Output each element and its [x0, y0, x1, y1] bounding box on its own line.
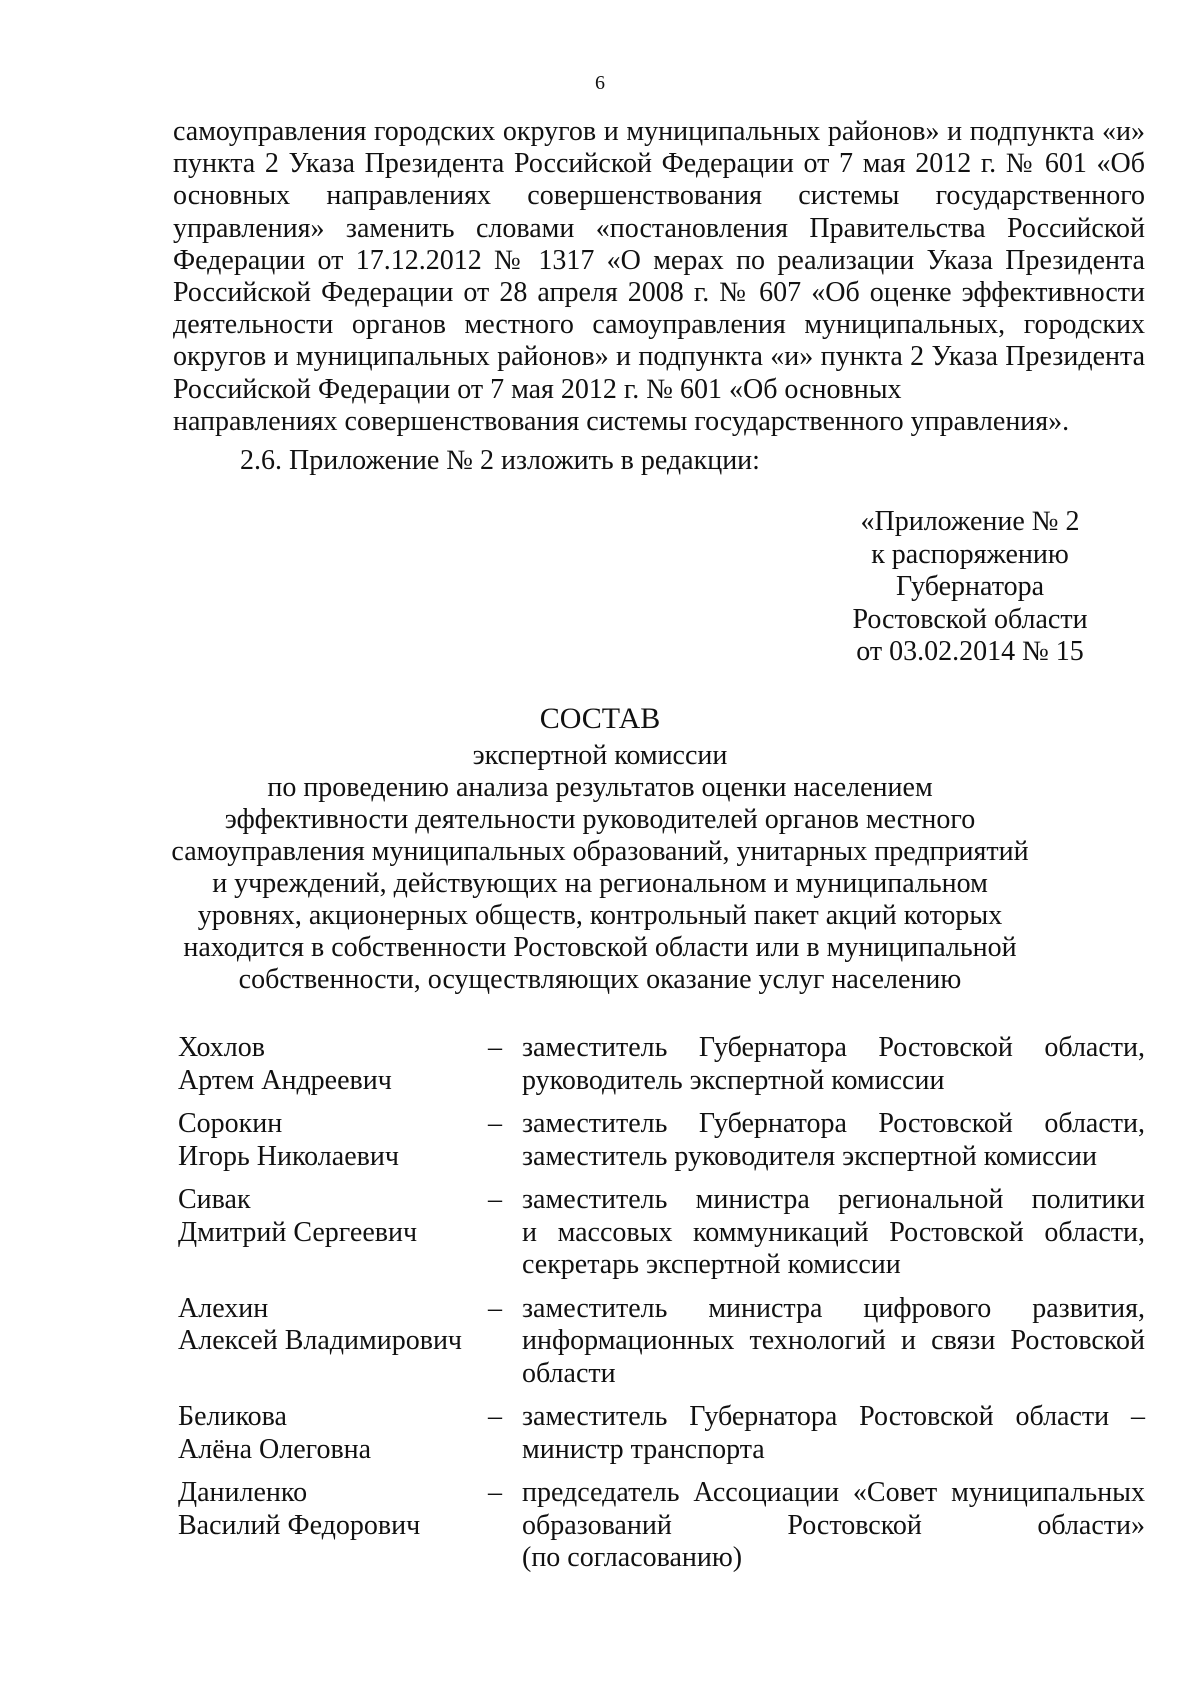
title-line: находится в собственности Ростовской области или в муниципальной	[183, 932, 1017, 963]
member-surname: Хохлов	[178, 1032, 265, 1063]
commission-title	[150, 702, 1050, 996]
appendix-line: к распоряжению	[871, 538, 1069, 570]
title-line: самоуправления муниципальных образований, унитарных предприятий	[171, 836, 1029, 867]
role-line: (по согласованию)	[522, 1542, 743, 1573]
role-line: руководитель экспертной комиссии	[522, 1064, 945, 1096]
member-given-name: Василий Федорович	[178, 1509, 421, 1541]
member-name	[178, 1293, 488, 1391]
member-given-name: Артем Андреевич	[178, 1064, 392, 1096]
title-line: собственности, осуществляющих оказание услуг населению	[238, 964, 962, 995]
member-name	[178, 1401, 488, 1466]
member-name	[178, 1108, 488, 1173]
role-line: министр транспорта	[522, 1433, 765, 1465]
member-row	[178, 1184, 1145, 1282]
page-number: 6	[595, 72, 605, 94]
member-dash: –	[488, 1184, 502, 1215]
role-line: заместитель Губернатора Ростовской области –	[522, 1401, 1145, 1432]
member-dash: –	[488, 1032, 502, 1063]
role-line: заместитель Губернатора Ростовской области,	[522, 1108, 1145, 1139]
member-given-name: Алексей Владимирович	[178, 1325, 463, 1356]
member-surname: Сивак	[178, 1184, 251, 1215]
role-line: образований Ростовской области»	[522, 1509, 1145, 1541]
title-line: эффективности деятельности руководителей органов местного	[224, 804, 976, 835]
member-surname: Сорокин	[178, 1108, 283, 1139]
member-role	[522, 1477, 1145, 1575]
role-line: заместитель министра региональной политики	[522, 1184, 1145, 1215]
member-role	[522, 1032, 1145, 1097]
member-surname: Алехин	[178, 1292, 269, 1324]
appendix-line: Губернатора	[895, 571, 1045, 602]
member-dash: –	[488, 1292, 502, 1324]
member-surname: Беликова	[178, 1401, 287, 1432]
member-given-name: Дмитрий Сергеевич	[178, 1216, 418, 1248]
member-surname: Даниленко	[178, 1477, 308, 1508]
member-row	[178, 1108, 1145, 1173]
title-heading: СОСТАВ	[539, 702, 661, 735]
title-line: уровнях, акционерных обществ, контрольный пакет акций которых	[197, 900, 1003, 931]
member-row	[178, 1293, 1145, 1391]
intro-paragraph: самоуправления городских округов и муниципальных районов» и подпункта «и» пункта 2 Указа Президента Российской Федерации от 7 мая 2012 г. № 601 «Об основных направлениях совершенствования системы государственного управления» заменить словами «постановления Правительства Российской Федерации от 17.12.2012 № 1317 «О мерах по реализации Указа Президента Российской Федерации от 28 апреля 2008 г. № 607 «Об оценке эффективности деятельности органов местного самоуправления муниципальных, городских округов и муниципальных районов» и подпункта «и» пункта 2 Указа Президента Российской Федерации от 7 мая 2012 г. № 601 «Об основных	[173, 116, 1145, 405]
role-line: заместитель руководителя экспертной комиссии	[522, 1140, 1097, 1172]
member-row	[178, 1401, 1145, 1466]
member-role	[522, 1401, 1145, 1466]
member-dash: –	[488, 1477, 502, 1508]
role-line: заместитель министра цифрового развития,	[522, 1292, 1145, 1324]
title-line: экспертной комиссии	[472, 740, 728, 771]
member-name	[178, 1032, 488, 1097]
role-line: секретарь экспертной комиссии	[522, 1249, 901, 1280]
member-role	[522, 1184, 1145, 1282]
appendix-line: «Приложение № 2	[860, 506, 1080, 537]
role-line: области	[522, 1357, 616, 1389]
member-name	[178, 1477, 488, 1575]
member-role	[522, 1293, 1145, 1391]
member-name	[178, 1184, 488, 1282]
member-dash: –	[488, 1401, 502, 1432]
member-role	[522, 1108, 1145, 1173]
intro-paragraph-last-line: направлениях совершенствования системы государственного управления».	[173, 406, 1070, 437]
role-line: информационных технологий и связи Ростовской	[522, 1325, 1145, 1356]
role-line: заместитель Губернатора Ростовской области,	[522, 1032, 1145, 1063]
member-dash: –	[488, 1108, 502, 1139]
appendix-line: Ростовской области	[852, 603, 1088, 635]
member-given-name: Игорь Николаевич	[178, 1140, 399, 1172]
title-line: и учреждений, действующих на региональном и муниципальном	[212, 868, 988, 899]
appendix-line: от 03.02.2014 № 15	[856, 636, 1084, 667]
member-row	[178, 1032, 1145, 1097]
member-row	[178, 1477, 1145, 1575]
title-line: по проведению анализа результатов оценки населением	[267, 772, 933, 803]
member-given-name: Алёна Олеговна	[178, 1433, 372, 1465]
clause-2-6: 2.6. Приложение № 2 изложить в редакции:	[240, 445, 760, 476]
role-line: председатель Ассоциации «Совет муниципальных	[522, 1477, 1145, 1508]
role-line: и массовых коммуникаций Ростовской области,	[522, 1216, 1145, 1248]
appendix-header	[820, 506, 1120, 669]
member-list	[178, 1032, 1145, 1586]
